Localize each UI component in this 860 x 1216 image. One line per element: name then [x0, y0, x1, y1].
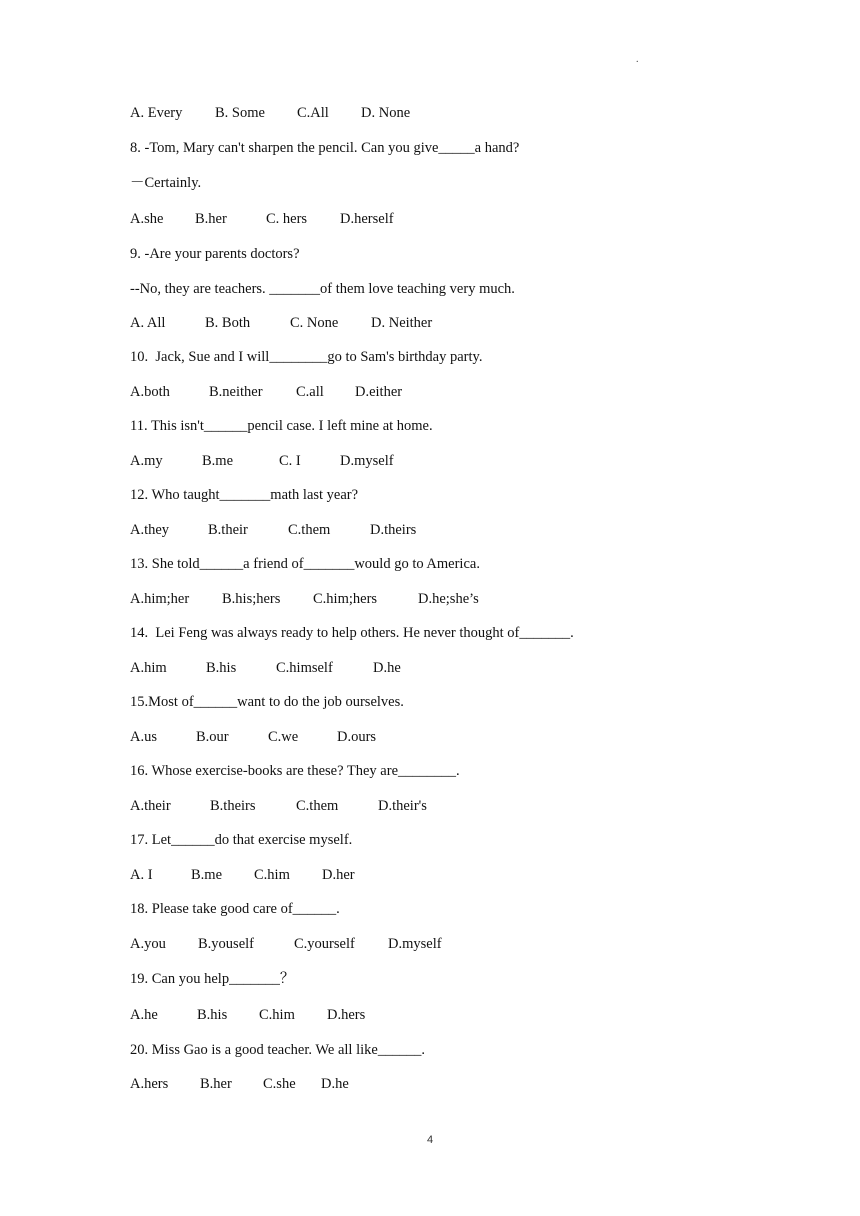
option-d: D.either: [355, 384, 403, 400]
option-c: C.them: [288, 522, 331, 538]
option-d: D.their's: [378, 798, 427, 814]
option-d: D.theirs: [370, 522, 417, 538]
option-b: B. Both: [205, 315, 251, 331]
option-b: B.her: [195, 211, 227, 227]
option-b: B.his: [197, 1007, 228, 1023]
question-17-text: 17. Let______do that exercise myself.: [130, 832, 353, 848]
question-18-options: [130, 935, 730, 953]
option-c: C.him: [254, 867, 290, 883]
option-d: D.myself: [340, 453, 394, 469]
option-a: A.you: [130, 936, 166, 952]
option-a: A.him;her: [130, 591, 190, 607]
option-b: B.theirs: [210, 798, 256, 814]
question-11-options: [130, 452, 730, 470]
option-b: B.our: [196, 729, 229, 745]
question-13-options: [130, 590, 730, 608]
option-a: A.their: [130, 798, 171, 814]
option-a: A.he: [130, 1007, 158, 1023]
option-b: B.their: [208, 522, 248, 538]
option-a: A.both: [130, 384, 170, 400]
option-d: D.hers: [327, 1007, 366, 1023]
option-a: A.him: [130, 660, 167, 676]
option-c: C.we: [268, 729, 299, 745]
question-14-text: 14. Lei Feng was always ready to help others. He never thought of_______.: [130, 625, 574, 641]
option-a: A. All: [130, 315, 166, 331]
question-18-text: 18. Please take good care of______.: [130, 901, 340, 917]
option-c: C.him: [259, 1007, 295, 1023]
option-c: C.him;hers: [313, 591, 378, 607]
option-d: D.herself: [340, 211, 394, 227]
option-c: C. None: [290, 315, 339, 331]
option-b: B.his: [206, 660, 237, 676]
option-d: D.myself: [388, 936, 442, 952]
option-a: A.they: [130, 522, 170, 538]
option-b: B.me: [202, 453, 234, 469]
option-c: C.All: [297, 105, 329, 121]
option-d: D.he: [373, 660, 401, 676]
question-17-options: [130, 866, 730, 884]
question-8-reply: －Certainly.: [130, 175, 202, 191]
option-d: D.ours: [337, 729, 377, 745]
option-c: C.all: [296, 384, 324, 400]
option-a: A.us: [130, 729, 157, 745]
question-7-options: [130, 104, 730, 122]
option-a: A.she: [130, 211, 164, 227]
option-c: C.them: [296, 798, 339, 814]
question-13-text: 13. She told______a friend of_______would go to America.: [130, 556, 480, 572]
header-dot-mark: .: [636, 54, 639, 65]
question-9-text: 9. -Are your parents doctors?: [130, 246, 300, 262]
question-8-text: 8. -Tom, Mary can't sharpen the pencil. Can you give_____a hand?: [130, 140, 520, 156]
option-d: D.he: [321, 1076, 349, 1092]
question-16-options: [130, 797, 730, 815]
option-a: A.my: [130, 453, 163, 469]
option-c: C.himself: [276, 660, 333, 676]
option-a: A. I: [130, 867, 153, 883]
page-number: 4: [426, 1134, 434, 1146]
question-12-text: 12. Who taught_______math last year?: [130, 487, 359, 503]
question-20-text: 20. Miss Gao is a good teacher. We all like______.: [130, 1042, 425, 1058]
option-d: D. None: [361, 105, 411, 121]
option-b: B.neither: [209, 384, 263, 400]
question-20-options: [130, 1075, 730, 1093]
question-11-text: 11. This isn't______pencil case. I left mine at home.: [130, 418, 433, 434]
question-19-options: [130, 1006, 730, 1024]
option-d: D. Neither: [371, 315, 433, 331]
option-c: C. hers: [266, 211, 308, 227]
option-a: A. Every: [130, 105, 183, 121]
option-b: B.me: [191, 867, 223, 883]
question-15-text: 15.Most of______want to do the job ourselves.: [130, 694, 404, 710]
question-12-options: [130, 521, 730, 539]
option-c: C.she: [263, 1076, 296, 1092]
option-b: B.his;hers: [222, 591, 281, 607]
option-d: D.her: [322, 867, 355, 883]
question-14-options: [130, 659, 730, 677]
option-d: D.he;she’s: [418, 591, 479, 607]
option-c: C.yourself: [294, 936, 355, 952]
option-b: B. Some: [215, 105, 265, 121]
question-8-options: [130, 210, 730, 228]
question-19-text: 19. Can you help_______？: [130, 971, 295, 987]
question-9-reply: --No, they are teachers. _______of them love teaching very much.: [130, 281, 515, 297]
question-10-options: [130, 383, 730, 401]
option-b: B.youself: [198, 936, 254, 952]
question-15-options: [130, 728, 730, 746]
question-9-options: [130, 314, 730, 332]
question-10-text: 10. Jack, Sue and I will________go to Sam's birthday party.: [130, 349, 483, 365]
question-16-text: 16. Whose exercise-books are these? They are________.: [130, 763, 460, 779]
option-a: A.hers: [130, 1076, 169, 1092]
option-c: C. I: [279, 453, 301, 469]
option-b: B.her: [200, 1076, 232, 1092]
